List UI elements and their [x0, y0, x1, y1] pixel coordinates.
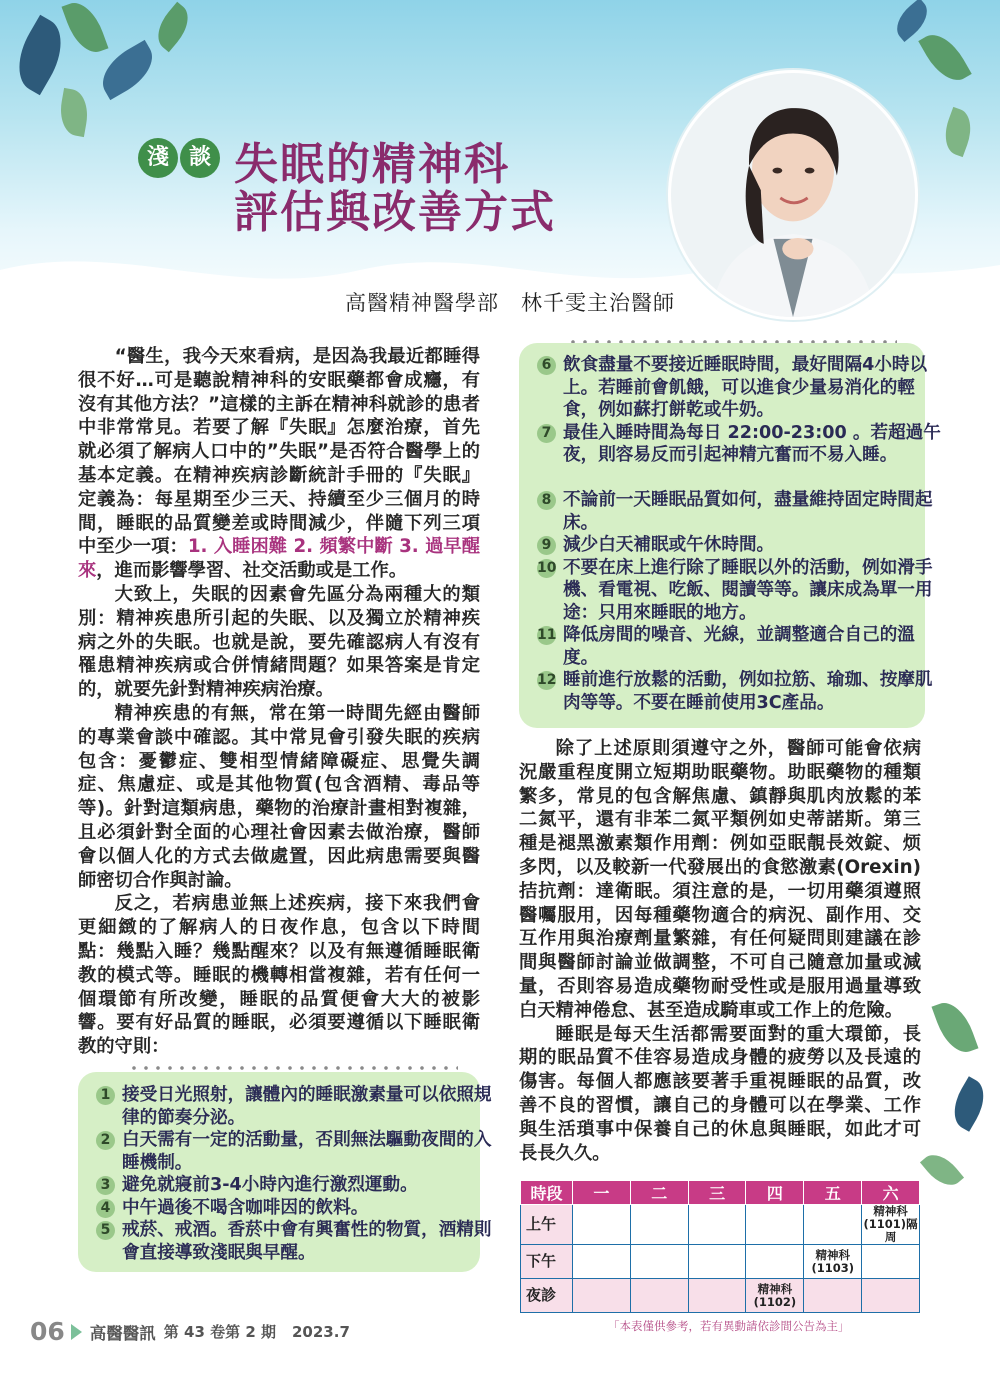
arrow-icon — [71, 1324, 82, 1340]
paragraph — [78, 345, 480, 583]
rule-text: 降低房間的噪音、光線，並調整適合自己的溫度。 — [563, 625, 915, 668]
rule-text: 不要在床上進行除了睡眠以外的活動，例如滑手機、看電視、吃飯、閱讀等等。讓床成為單一用途：只用來睡眠的地方。 — [563, 557, 933, 623]
schedule-cell — [746, 1205, 804, 1245]
schedule-cell — [862, 1279, 920, 1313]
rule-number-badge: 11 — [537, 627, 557, 643]
rule-number-badge: 7 — [537, 424, 556, 443]
schedule-cell — [573, 1205, 631, 1245]
clinic-schedule-table — [520, 1180, 920, 1313]
table-header-cell: 五 — [804, 1181, 862, 1205]
paragraph-text: ，進而影響學習、社交活動或是工作。 — [96, 560, 408, 582]
page-number: 06 — [30, 1317, 65, 1346]
rule-number-badge: 4 — [96, 1199, 115, 1218]
sleep-rule-item — [541, 489, 943, 534]
dotted-divider — [128, 1064, 458, 1072]
doctor-portrait-illustration — [671, 73, 915, 317]
rule-text: 睡前進行放鬆的活動，例如拉筋、瑜珈、按摩肌肉等等。不要在睡前使用3C產品。 — [563, 670, 933, 713]
article-title — [138, 128, 608, 238]
schedule-cell: 精神科 (1103) — [804, 1245, 862, 1279]
paragraph: 除了上述原則須遵守之外，醫師可能會依病況嚴重程度開立短期助眠藥物。助眠藥物的種類繁多，常見的包含解焦慮、鎮靜與肌肉放鬆的苯二氮平，還有非苯二氮平類例如史蒂諾斯。第三種是褪黑激素類作用劑：例如亞眠靚長效錠、烦多閃，以及較新一代發展出的食慾激素(Orexin)拮抗劑：達衛眠。須注意的是，一切用藥須遵照醫囑服用，因每種藥物適合的病況、副作用、交互作用與治療劑量繁雜，有任何疑問則建議在診間與醫師討論並做調整，不可自己隨意加量或減量，否則容易造成藥物耐受性或是服用過量導致白天精神倦怠、甚至造成騎車或工作上的危險。 — [519, 738, 921, 1021]
table-header-cell: 六 — [862, 1181, 920, 1205]
schedule-period-label: 夜診 — [521, 1279, 573, 1313]
rule-number-badge: 5 — [96, 1221, 115, 1240]
rule-number-badge: 6 — [537, 356, 556, 375]
table-row — [521, 1279, 920, 1313]
schedule-cell — [630, 1205, 688, 1245]
paragraph: 睡眠是每天生活都需要面對的重大環節，長期的眠品質不佳容易造成身體的疲勞以及長遠的傷害。每個人都應該要著手重視睡眠的品質，改善不良的習慣，讓自己的身體可以在學業、工作與生活瑣事中保養自己的休息與睡眠，如此才可長長久久。 — [519, 1023, 921, 1164]
schedule-cell — [573, 1279, 631, 1313]
table-header-cell: 三 — [688, 1181, 746, 1205]
author-byline: 高醫精神醫學部 林千雯主治醫師 — [345, 291, 675, 315]
table-row — [521, 1205, 920, 1245]
rule-number-badge: 2 — [96, 1131, 115, 1150]
rule-number-badge: 12 — [537, 672, 557, 688]
rule-text: 減少白天補眠或午休時間。 — [563, 535, 775, 555]
title-line-2: 評估與改善方式 — [234, 187, 556, 238]
sleep-rule-item — [537, 557, 943, 625]
schedule-cell — [688, 1245, 746, 1279]
right-column — [519, 737, 921, 1165]
schedule-cell: 精神科 (1101)隔周 — [863, 1204, 918, 1244]
rule-text: 飲食盡量不要接近睡眠時間，最好間隔4小時以上。若睡前會飢餓，可以進食少量易消化的輕食，例如蘇打餅乾或牛奶。 — [563, 355, 928, 420]
sleep-rule-item — [537, 669, 943, 714]
paragraph: 精神疾患的有無，常在第一時間先經由醫師的專業會談中確認。其中常見會引發失眠的疾病包含：憂鬱症、雙相型情緒障礙症、思覺失調症、焦慮症、或是其他物質(包含酒精、毒品等等)。針對這類病患，藥物的治療計畫相對複雜，且必須針對全面的心理社會因素去做治療，醫師會以個人化的方式去做處置，因此病患需要與醫師密切合作與討論。 — [78, 702, 480, 891]
page-footer — [30, 1317, 350, 1346]
sleep-rule-item — [537, 624, 943, 669]
paragraph: 大致上，失眠的因素會先區分為兩種大的類別：精神疾患所引起的失眠、以及獨立於精神疾病之外的失眠。也就是說，要先確認病人有沒有罹患精神疾病或合併情緒問題？如果答案是肯定的，就要先針對精神疾病治療。 — [78, 583, 480, 701]
sleep-rule-item — [100, 1084, 497, 1129]
rule-number-badge: 1 — [96, 1086, 115, 1105]
sleep-rule-item — [100, 1174, 497, 1197]
sleep-rule-item — [100, 1129, 497, 1174]
schedule-disclaimer: 「本表僅供參考，若有異動請依診間公告為主」 — [608, 1319, 850, 1333]
sleep-rule-item — [100, 1219, 497, 1264]
publication-name: 高醫醫訊 — [89, 1323, 156, 1343]
paragraph: 反之，若病患並無上述疾病，接下來我們會更細緻的了解病人的日夜作息，包含以下時間點：幾點入睡？幾點醒來？以及有無遵循睡眠衛教的模式等。睡眠的機轉相當複雜，若有任何一個環節有所改變，睡眠的品質便會大大的被影響。要有好品質的睡眠，必須要遵循以下睡眠衛教的守則： — [78, 893, 480, 1058]
sleep-rule-item — [541, 534, 943, 557]
table-header-cell: 四 — [746, 1181, 804, 1205]
table-row — [521, 1245, 920, 1279]
rule-text: 接受日光照射，讓體內的睡眠激素量可以依照規律的節奏分泌。 — [122, 1085, 492, 1128]
rule-text: 避免就寢前3-4小時內進行激烈運動。 — [122, 1175, 418, 1195]
title-line-1: 失眠的精神科 — [234, 139, 510, 190]
table-header-row — [521, 1181, 920, 1205]
insomnia-symptoms-highlight: 1. 入睡困難 2. 頻繁中斷 3. 過早醒來 — [78, 536, 481, 582]
paragraph-text: “醫生，我今天來看病，是因為我最近都睡得很不好…可是聽說精神科的安眠藥都會成癮，有沒有其他方法？”這樣的主訴在精神科就診的患者中非常常見。若要了解『失眠』怎麼治療，首先就必須了解病人口中的”失眠”是否符合醫學上的基本定義。在精神疾病診斷統計手冊的『失眠』定義為：每星期至少三天、持續至少三個月的時間，睡眠的品質變差或時間減少，伴隨下列三項中至少一項： — [78, 346, 480, 558]
schedule-period-label: 下午 — [521, 1245, 573, 1279]
schedule-cell — [804, 1279, 862, 1313]
schedule-cell — [746, 1245, 804, 1279]
schedule-cell — [804, 1205, 862, 1245]
rule-number-badge: 10 — [537, 559, 557, 576]
issue-number: 第 43 卷第 2 期 — [163, 1323, 276, 1341]
schedule-cell — [630, 1245, 688, 1279]
schedule-cell — [688, 1205, 746, 1245]
schedule-cell — [688, 1279, 746, 1313]
table-header-cell: 二 — [630, 1181, 688, 1205]
rule-number-badge: 9 — [537, 536, 556, 555]
sleep-rule-item — [541, 422, 943, 467]
issue-date: 2023.7 — [292, 1322, 350, 1341]
rule-number-badge: 8 — [537, 491, 556, 510]
schedule-period-label: 上午 — [521, 1205, 573, 1245]
schedule-cell: 精神科 (1102) — [746, 1279, 804, 1313]
rule-text: 白天需有一定的活動量，否則無法驅動夜間的入睡機制。 — [122, 1130, 492, 1173]
table-header-cell: 時段 — [521, 1181, 573, 1205]
rule-text: 不論前一天睡眠品質如何，盡量維持固定時間起床。 — [563, 490, 933, 533]
schedule-cell — [630, 1279, 688, 1313]
table-header-cell: 一 — [573, 1181, 631, 1205]
sleep-rule-item — [541, 354, 943, 422]
rule-number-badge: 3 — [96, 1176, 115, 1195]
rule-text: 戒菸、戒酒。香菸中會有興奮性的物質，酒精則會直接導致淺眠與早醒。 — [122, 1220, 492, 1263]
doctor-portrait — [668, 70, 918, 320]
title-badge: 談 — [180, 138, 220, 178]
title-badge: 淺 — [138, 138, 178, 178]
schedule-cell — [862, 1245, 920, 1279]
sleep-rule-item — [100, 1197, 497, 1220]
schedule-cell — [573, 1245, 631, 1279]
rule-text: 中午過後不喝含咖啡因的飲料。 — [122, 1197, 369, 1218]
rule-text: 最佳入睡時間為每日 22:00-23:00 。若超過午夜，則容易反而引起神精亢奮而不易入睡。 — [563, 422, 941, 465]
left-column — [78, 345, 480, 1059]
